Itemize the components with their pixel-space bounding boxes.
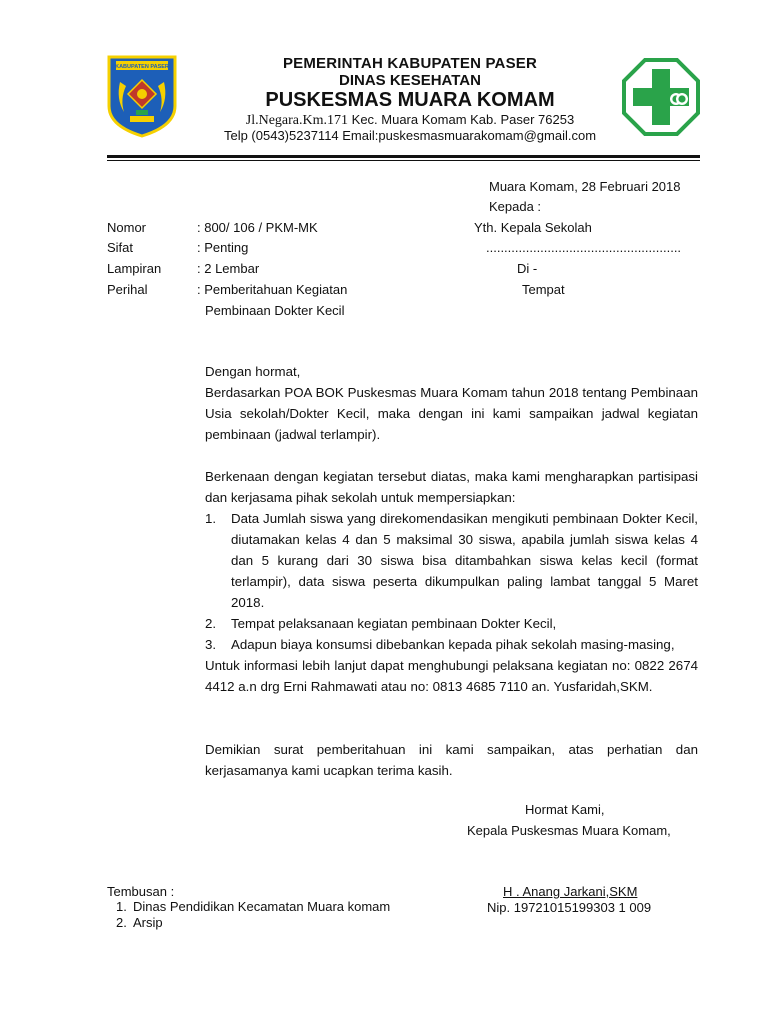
- list-item: 3. Adapun biaya konsumsi dibebankan kepada pihak sekolah masing-masing,: [205, 637, 675, 652]
- recipient-dots: ......................................................: [486, 240, 682, 255]
- list-item: 1. Dinas Pendidikan Kecamatan Muara komam: [116, 899, 391, 914]
- list-item: 2. Arsip: [116, 915, 163, 930]
- letter-date: Muara Komam, 28 Februari 2018: [489, 179, 681, 194]
- paragraph-closing: Demikian surat pemberitahuan ini kami sampaikan, atas perhatian dan kerjasamanya kami ucapkan terima kasih.: [205, 742, 698, 778]
- signer-nip: Nip. 19721015199303 1 009: [487, 900, 652, 915]
- letterhead-government: PEMERINTAH KABUPATEN PASER: [282, 55, 538, 72]
- kabupaten-paser-emblem-icon: [106, 54, 178, 138]
- letterhead-address: [190, 112, 630, 129]
- list-item: 1. Data Jumlah siswa yang direkomendasikan mengikuti pembinaan Dokter Kecil, diutamakan kelas 4 dan 5 maksimal 30 siswa, apabila jumlah siswa kelas 4 dan 5 kurang dari 30 siswa bisa ditambahkan siswa kelas kecil (format terlampir), data siswa peserta dikumpulkan paling lambat tanggal 5 Maret 2018.: [205, 511, 698, 610]
- address-rest: Kec. Muara Komam Kab. Paser 76253: [348, 112, 575, 127]
- sifat-label: Sifat: [107, 240, 134, 255]
- perihal-value-continued: Pembinaan Dokter Kecil: [205, 303, 345, 318]
- salutation: Dengan hormat,: [205, 364, 301, 379]
- recipient-di: Di -: [517, 261, 538, 276]
- letterhead-divider-thick: [107, 155, 700, 158]
- puskesmas-logo-icon: [622, 58, 700, 136]
- svg-text:KABUPATEN PASER: KABUPATEN PASER: [115, 64, 169, 70]
- letterhead-contact: Telp (0543)5237114 Email:puskesmasmuarakomam@gmail.com: [223, 128, 597, 143]
- tembusan-list: [116, 899, 390, 931]
- closing-greeting: Hormat Kami,: [525, 802, 605, 817]
- letterhead-divider-thin: [107, 160, 700, 161]
- paragraph-request: Berkenaan dengan kegiatan tersebut diatas, maka kami mengharapkan partisipasi dan kerjasama pihak sekolah untuk mempersiapkan:: [205, 469, 698, 505]
- list-item: 2. Tempat pelaksanaan kegiatan pembinaan Dokter Kecil,: [205, 616, 557, 631]
- recipient-tempat: Tempat: [522, 282, 565, 297]
- request-list: [205, 508, 698, 655]
- paragraph-intro: Berdasarkan POA BOK Puskesmas Muara Komam tahun 2018 tentang Pembinaan Usia sekolah/Dokter Kecil, maka dengan ini kami sampaikan jadwal kegiatan pembinaan (jadwal terlampir).: [205, 385, 698, 442]
- signer-name: H . Anang Jarkani,SKM: [503, 884, 638, 899]
- nomor-label: Nomor: [107, 220, 147, 235]
- paragraph-contact-info: Untuk informasi lebih lanjut dapat menghubungi pelaksana kegiatan no: 0822 2674 4412 a.n drg Erni Rahmawati atau no: 0813 4685 7110 an. Yusfaridah,SKM.: [205, 658, 698, 694]
- address-street: Jl.Negara.Km.171: [245, 113, 349, 128]
- letterhead-department: DINAS KESEHATAN: [339, 72, 481, 89]
- letterhead-institution: PUSKESMAS MUARA KOMAM: [265, 89, 555, 111]
- perihal-value: : Pemberitahuan Kegiatan: [197, 282, 348, 297]
- recipient-yth: Yth. Kepala Sekolah: [474, 220, 592, 235]
- lampiran-value: : 2 Lembar: [197, 261, 260, 276]
- signer-position: Kepala Puskesmas Muara Komam,: [467, 823, 671, 838]
- sifat-value: : Penting: [197, 240, 249, 255]
- nomor-value: : 800/ 106 / PKM-MK: [197, 220, 318, 235]
- lampiran-label: Lampiran: [107, 261, 162, 276]
- tembusan-label: Tembusan :: [107, 884, 175, 899]
- recipient-kepada: Kepada :: [489, 199, 542, 214]
- perihal-label: Perihal: [107, 282, 148, 297]
